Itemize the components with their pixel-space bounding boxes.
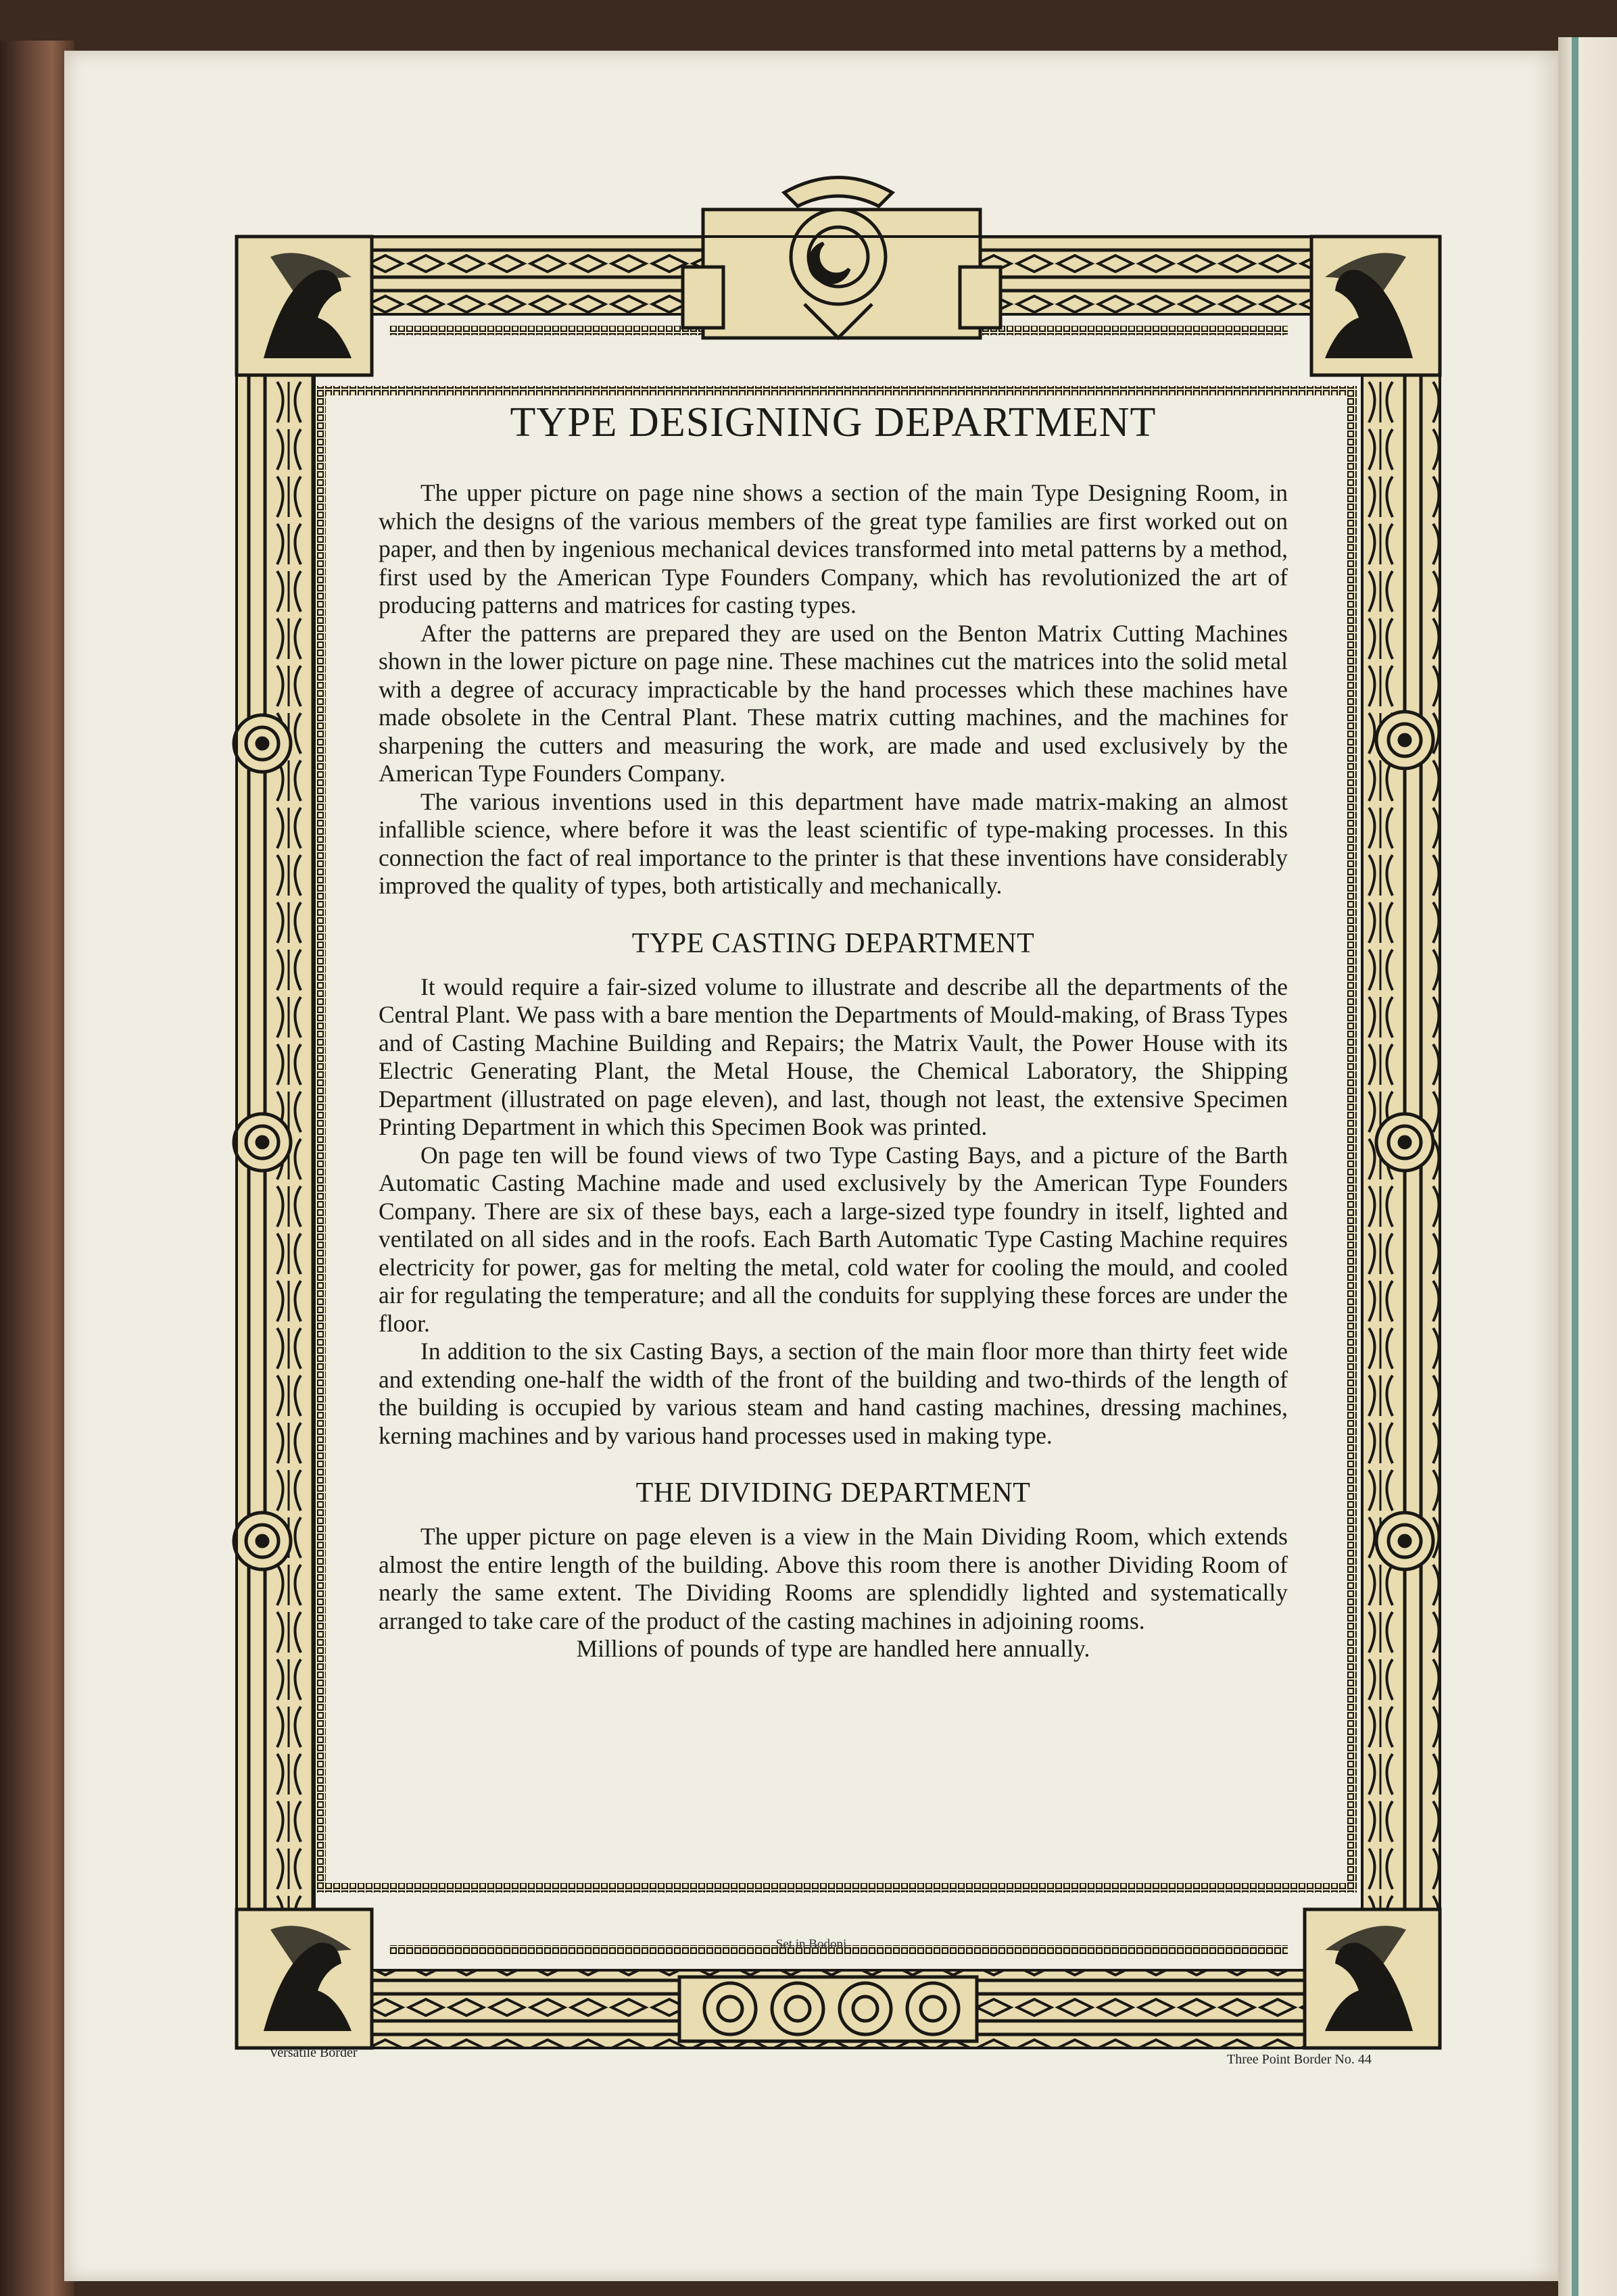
closing-line: Millions of pounds of type are handled here annually. — [576, 1635, 1090, 1662]
paragraph: In addition to the six Casting Bays, a section of the main floor more than thirty feet wide and extending one-half the width of the front of the building and two-thirds of the length of the building is occupied by various steam and hand casting machines, dressing machines, kerning machines and by various hand processes used in making type. — [379, 1338, 1288, 1449]
section-heading: THE DIVIDING DEPARTMENT — [635, 1477, 1031, 1509]
article-body — [379, 399, 1288, 1663]
border-caption-left: Versatile Border — [269, 2045, 358, 2060]
paragraph: On page ten will be found views of two Type Casting Bays, and a picture of the Barth Automatic Casting Machine made and used exclusively by the American Type Founders Company. There are six of these bays, each a large-sized type foundry in itself, lighted and ventilated on all sides and in the roofs. Each Barth Automatic Type Casting Machine requires electricity for power, gas for melting the metal, cold water for cooling the mould, and cooled air for regulating the temperature; and all the conduits for supplying these forces are under the floor. — [379, 1141, 1288, 1337]
page-title: TYPE DESIGNING DEPARTMENT — [510, 399, 1157, 445]
paragraph: It would require a fair-sized volume to illustrate and describe all the departments of the Central Plant. We pass with a bare mention the Departments of Mould-making, of Brass Types and of Casting Machine Building and Repairs; the Matrix Vault, the Power House with its Electric Generating Plant, the Metal House, the Chemical Laboratory, the Shipping Department (illustrated on page eleven), and last, though not least, the extensive Specimen Printing Department in which this Specimen Book was printed. — [379, 973, 1288, 1140]
paragraph: After the patterns are prepared they are used on the Benton Matrix Cutting Machines shown in the lower picture on page nine. These machines cut the matrices into the solid metal with a degree of accuracy impracticable by the hand processes which these machines have made obsolete in the Central Plant. These matrix cutting machines, and the machines for sharpening the cutters and measuring the work, are made and used exclusively by the American Type Founders Company. — [379, 619, 1288, 787]
section-heading: TYPE CASTING DEPARTMENT — [631, 927, 1035, 959]
border-caption-right: Three Point Border No. 44 — [1227, 2052, 1372, 2067]
paragraph: The various inventions used in this department have made matrix-making an almost infallible science, where before it was the least scientific of type-making processes. In this connection the fact of real importance to the printer is that these inventions have considerably improved the quality of types, both artistically and mechanically. — [379, 787, 1288, 899]
paragraph: The upper picture on page nine shows a section of the main Type Designing Room, in which the designs of the various members of the great type families are first worked out on paper, and then by ingenious mechanical devices transformed into metal patterns by a method, first used by the American Type Founders Company, which has revolutionized the art of producing patterns and matrices for casting types. — [379, 479, 1288, 618]
typeface-credit: Set in Bodoni — [775, 1937, 847, 1951]
paragraph: The upper picture on page eleven is a view in the Main Dividing Room, which extends almost the entire length of the building. Above this room there is another Dividing Room of nearly the same extent. The Dividing Rooms are splendidly lighted and systematically arranged to take care of the product of the casting machines in adjoining rooms. — [379, 1523, 1288, 1634]
